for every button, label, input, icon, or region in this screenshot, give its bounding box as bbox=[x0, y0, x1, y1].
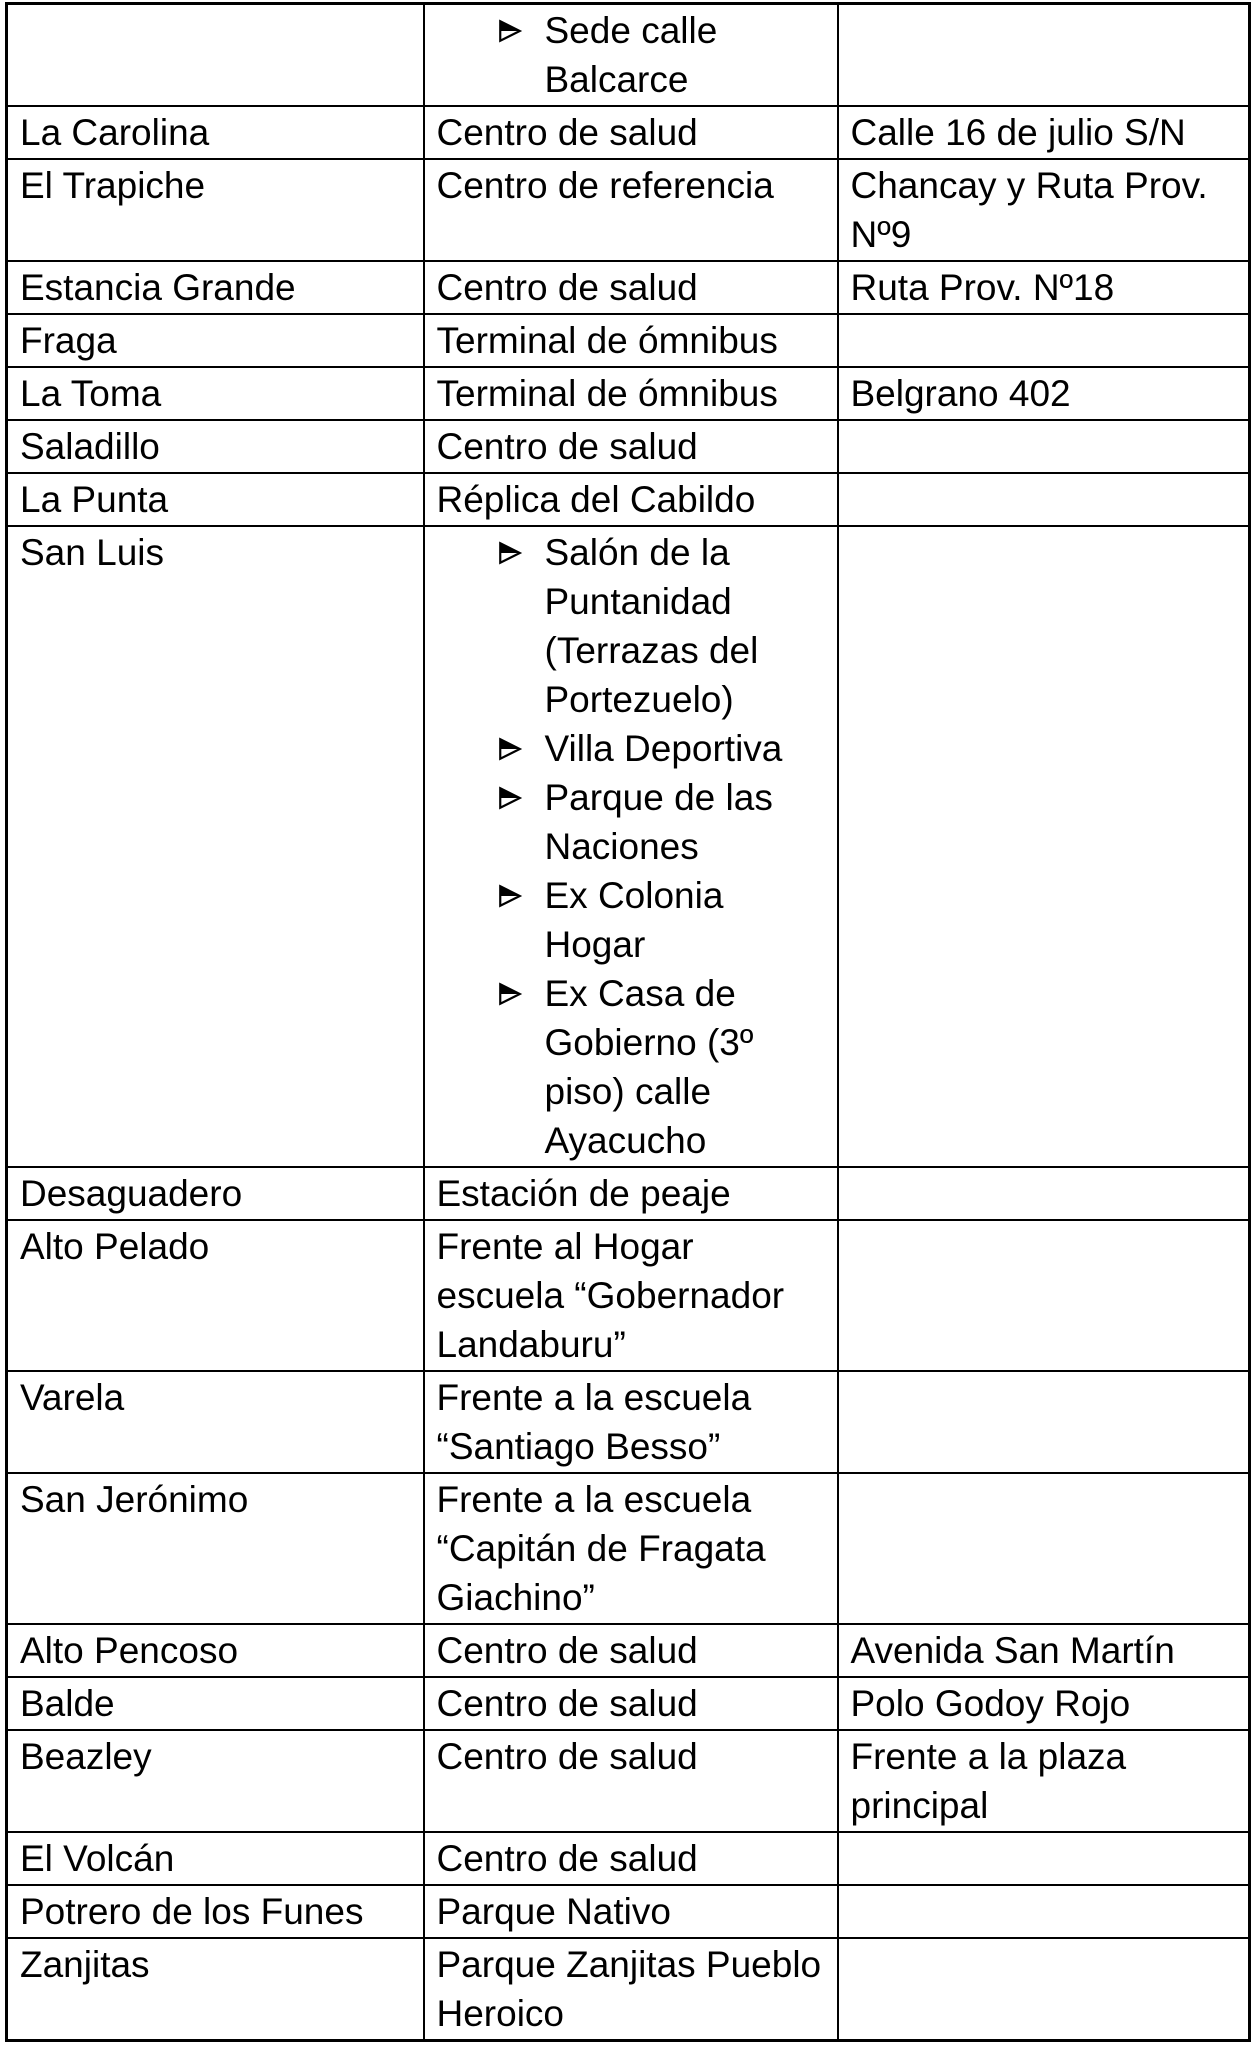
address-cell: Belgrano 402 bbox=[838, 367, 1250, 420]
table-row bbox=[7, 1220, 1250, 1371]
locations-table bbox=[5, 2, 1251, 2042]
list-item bbox=[437, 528, 825, 724]
table-row bbox=[7, 1938, 1250, 2041]
table-row bbox=[7, 159, 1250, 261]
location-cell: Centro de salud bbox=[424, 1832, 838, 1885]
address-cell bbox=[838, 314, 1250, 367]
location-bullet-list bbox=[437, 6, 825, 104]
table-row bbox=[7, 1730, 1250, 1832]
location-cell: Frente a la escuela “Santiago Besso” bbox=[424, 1371, 838, 1473]
address-cell bbox=[838, 1473, 1250, 1624]
address-cell bbox=[838, 1832, 1250, 1885]
table-row bbox=[7, 1885, 1250, 1938]
locality-cell: San Luis bbox=[7, 526, 424, 1167]
table-row bbox=[7, 1371, 1250, 1473]
list-item bbox=[437, 724, 825, 773]
location-cell bbox=[424, 4, 838, 107]
location-cell: Centro de salud bbox=[424, 1624, 838, 1677]
location-cell bbox=[424, 526, 838, 1167]
address-cell: Ruta Prov. Nº18 bbox=[838, 261, 1250, 314]
location-cell: Frente a la escuela “Capitán de Fragata Giachino” bbox=[424, 1473, 838, 1624]
arrowhead-bullet-icon bbox=[497, 736, 523, 762]
location-cell: Frente al Hogar escuela “Gobernador Landaburu” bbox=[424, 1220, 838, 1371]
table-row bbox=[7, 420, 1250, 473]
locality-cell: Alto Pelado bbox=[7, 1220, 424, 1371]
table-row bbox=[7, 1167, 1250, 1220]
location-cell: Parque Nativo bbox=[424, 1885, 838, 1938]
list-item-label: Villa Deportiva bbox=[544, 728, 783, 769]
address-cell bbox=[838, 1220, 1250, 1371]
arrowhead-bullet-icon bbox=[497, 981, 523, 1007]
locality-cell: Alto Pencoso bbox=[7, 1624, 424, 1677]
location-cell: Terminal de ómnibus bbox=[424, 314, 838, 367]
list-item-label: Sede calle Balcarce bbox=[544, 10, 718, 100]
locality-cell: El Trapiche bbox=[7, 159, 424, 261]
address-cell: Polo Godoy Rojo bbox=[838, 1677, 1250, 1730]
address-cell bbox=[838, 420, 1250, 473]
location-cell: Centro de referencia bbox=[424, 159, 838, 261]
list-item bbox=[437, 969, 825, 1165]
location-cell: Centro de salud bbox=[424, 106, 838, 159]
locality-cell: La Carolina bbox=[7, 106, 424, 159]
location-bullet-list bbox=[437, 528, 825, 1165]
locality-cell: Desaguadero bbox=[7, 1167, 424, 1220]
location-cell: Parque Zanjitas Pueblo Heroico bbox=[424, 1938, 838, 2041]
address-cell bbox=[838, 473, 1250, 526]
address-cell bbox=[838, 1167, 1250, 1220]
arrowhead-bullet-icon bbox=[497, 540, 523, 566]
list-item-label: Ex Colonia Hogar bbox=[544, 875, 724, 965]
table-row bbox=[7, 1832, 1250, 1885]
locality-cell: La Toma bbox=[7, 367, 424, 420]
list-item-label: Parque de las Naciones bbox=[544, 777, 773, 867]
address-cell bbox=[838, 1938, 1250, 2041]
address-cell: Avenida San Martín bbox=[838, 1624, 1250, 1677]
table-row bbox=[7, 526, 1250, 1167]
table-row bbox=[7, 314, 1250, 367]
locality-cell: Balde bbox=[7, 1677, 424, 1730]
address-cell: Chancay y Ruta Prov. Nº9 bbox=[838, 159, 1250, 261]
locality-cell: El Volcán bbox=[7, 1832, 424, 1885]
list-item bbox=[437, 6, 825, 104]
arrowhead-bullet-icon bbox=[497, 883, 523, 909]
locality-cell: Saladillo bbox=[7, 420, 424, 473]
locality-cell: Fraga bbox=[7, 314, 424, 367]
address-cell bbox=[838, 526, 1250, 1167]
list-item-label: Salón de la Puntanidad (Terrazas del Portezuelo) bbox=[544, 532, 759, 720]
arrowhead-bullet-icon bbox=[497, 18, 523, 44]
address-cell: Frente a la plaza principal bbox=[838, 1730, 1250, 1832]
location-cell: Centro de salud bbox=[424, 420, 838, 473]
list-item bbox=[437, 871, 825, 969]
table-row bbox=[7, 106, 1250, 159]
locality-cell: Potrero de los Funes bbox=[7, 1885, 424, 1938]
address-cell bbox=[838, 1885, 1250, 1938]
arrowhead-bullet-icon bbox=[497, 785, 523, 811]
address-cell bbox=[838, 4, 1250, 107]
location-cell: Estación de peaje bbox=[424, 1167, 838, 1220]
table-row bbox=[7, 261, 1250, 314]
locality-cell: San Jerónimo bbox=[7, 1473, 424, 1624]
table-row bbox=[7, 1624, 1250, 1677]
locality-cell: Beazley bbox=[7, 1730, 424, 1832]
locality-cell: Estancia Grande bbox=[7, 261, 424, 314]
locality-cell bbox=[7, 4, 424, 107]
location-cell: Terminal de ómnibus bbox=[424, 367, 838, 420]
list-item-label: Ex Casa de Gobierno (3º piso) calle Ayacucho bbox=[544, 973, 754, 1161]
table-row bbox=[7, 367, 1250, 420]
locality-cell: La Punta bbox=[7, 473, 424, 526]
table-row bbox=[7, 1473, 1250, 1624]
locality-cell: Varela bbox=[7, 1371, 424, 1473]
address-cell: Calle 16 de julio S/N bbox=[838, 106, 1250, 159]
location-cell: Réplica del Cabildo bbox=[424, 473, 838, 526]
table-row bbox=[7, 1677, 1250, 1730]
table-row bbox=[7, 4, 1250, 107]
table-row bbox=[7, 473, 1250, 526]
address-cell bbox=[838, 1371, 1250, 1473]
list-item bbox=[437, 773, 825, 871]
location-cell: Centro de salud bbox=[424, 1730, 838, 1832]
location-cell: Centro de salud bbox=[424, 1677, 838, 1730]
locality-cell: Zanjitas bbox=[7, 1938, 424, 2041]
location-cell: Centro de salud bbox=[424, 261, 838, 314]
